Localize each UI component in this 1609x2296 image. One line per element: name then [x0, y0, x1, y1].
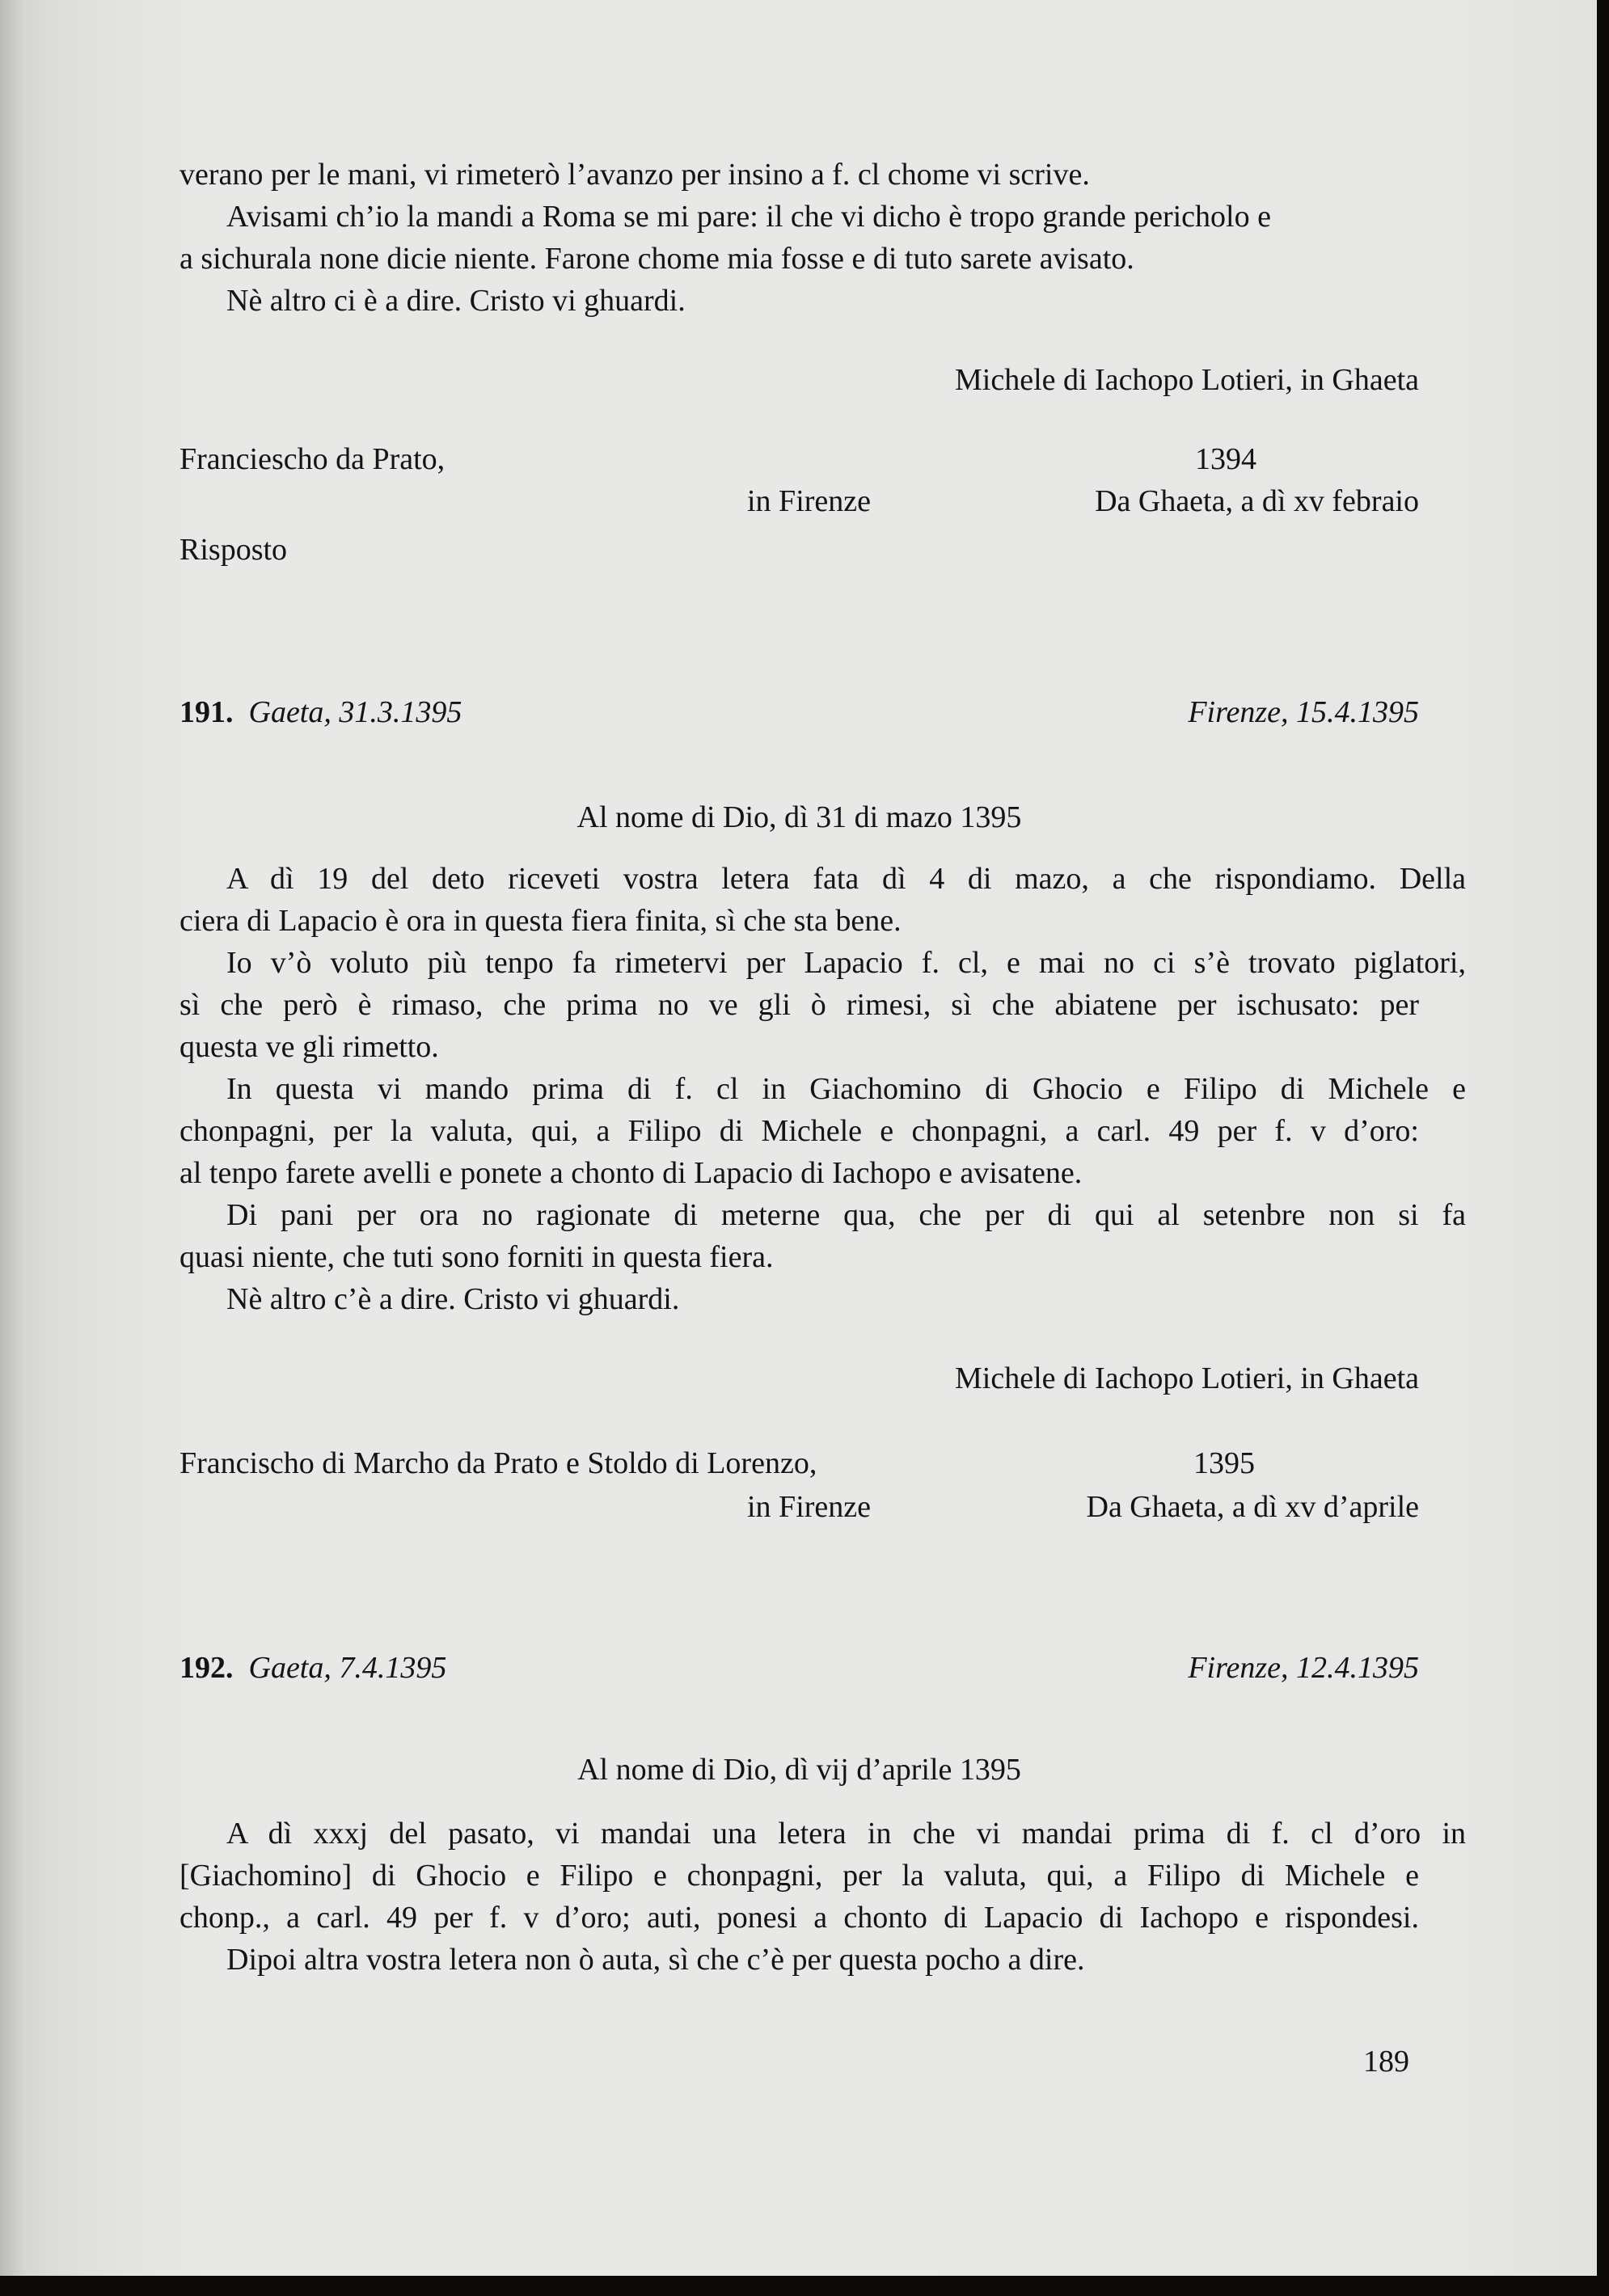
paragraph-line: a sichurala none dicie niente. Farone chome mia fosse e di tuto sarete avisato. [179, 242, 1134, 276]
letter-line: ciera di Lapacio è ora in questa fiera finita, sì che sta bene. [179, 904, 902, 938]
address-year: 1395 [1193, 1446, 1255, 1480]
letter-destination: Firenze, 12.4.1395 [1188, 1651, 1419, 1685]
address-date: Da Ghaeta, a dì xv d’aprile [1086, 1490, 1419, 1524]
address-line-1 [179, 437, 1419, 482]
letter-line: Io v’ò voluto più tenpo fa rimetervi per Lapacio f. cl, e mai no ci s’è trovato piglatori, [226, 946, 1466, 980]
address-place: in Firenze [747, 1490, 872, 1524]
address-year: 1394 [1195, 442, 1256, 476]
paragraph-line: Nè altro ci è a dire. Cristo vi ghuardi. [226, 284, 686, 318]
letter-line: A dì xxxj del pasato, vi mandai una letera in che vi mandai prima di f. cl d’oro in [226, 1817, 1466, 1851]
letter-origin: Gaeta, 7.4.1395 [248, 1651, 447, 1685]
letter-line: [Giachomino] di Ghocio e Filipo e chonpagni, per la valuta, qui, a Filipo di Michele e [179, 1859, 1419, 1893]
letter-number: 191. [179, 695, 234, 729]
letter-line: Di pani per ora no ragionate di meterne qua, che per di qui al setenbre non si fa [226, 1198, 1466, 1232]
letter-line: chonp., a carl. 49 per f. v d’oro; auti, ponesi a chonto di Lapacio di Iachopo e rispondesi. [179, 1901, 1419, 1935]
letter-header-left [179, 1645, 446, 1690]
letter-line: sì che però è rimaso, che prima no ve gli ò rimesi, sì che abiatene per ischusato: per [179, 988, 1419, 1022]
address-recipient: Franciescho da Prato, [179, 442, 446, 476]
signature: Michele di Iachopo Lotieri, in Ghaeta [954, 1361, 1419, 1395]
letter-heading: Al nome di Dio, dì vij d’aprile 1395 [577, 1753, 1021, 1787]
letter-header-192 [179, 1645, 1419, 1690]
letter-line: Dipoi altra vostra letera non ò auta, sì che c’è per questa pocho a dire. [226, 1943, 1085, 1977]
address-line-1 [179, 1441, 1419, 1486]
address-date: Da Ghaeta, a dì xv febraio [1095, 484, 1419, 518]
page-number: 189 [1363, 2045, 1409, 2079]
reply-note: Risposto [179, 533, 288, 567]
signature: Michele di Iachopo Lotieri, in Ghaeta [954, 363, 1419, 397]
letter-destination: Firenze, 15.4.1395 [1188, 695, 1419, 729]
letter-line: A dì 19 del deto riceveti vostra letera fata dì 4 di mazo, a che rispondiamo. Della [226, 862, 1466, 896]
address-recipient: Francischo di Marcho da Prato e Stoldo di Lorenzo, [179, 1446, 817, 1480]
letter-heading: Al nome di Dio, dì 31 di mazo 1395 [576, 800, 1022, 834]
letter-line: Nè altro c’è a dire. Cristo vi ghuardi. [226, 1282, 680, 1316]
letter-number: 192. [179, 1651, 234, 1685]
paragraph-line: Avisami ch’io la mandi a Roma se mi pare: il che vi dicho è tropo grande pericholo e [226, 200, 1271, 234]
letter-line: al tenpo farete avelli e ponete a chonto di Lapacio di Iachopo e avisatene. [179, 1156, 1083, 1190]
letter-origin: Gaeta, 31.3.1395 [248, 695, 462, 729]
letter-line: In questa vi mando prima di f. cl in Giachomino di Ghocio e Filipo di Michele e [226, 1072, 1466, 1106]
address-place: in Firenze [747, 484, 872, 518]
letter-line: questa ve gli rimetto. [179, 1030, 439, 1064]
letter-line: chonpagni, per la valuta, qui, a Filipo di Michele e chonpagni, a carl. 49 per f. v d’oro: [179, 1114, 1419, 1148]
letter-line: quasi niente, che tuti sono forniti in questa fiera. [179, 1240, 774, 1274]
letter-header-left [179, 690, 462, 735]
paragraph-line: verano per le mani, vi rimeterò l’avanzo per insino a f. cl chome vi scrive. [179, 158, 1090, 192]
letter-header-191 [179, 690, 1419, 735]
